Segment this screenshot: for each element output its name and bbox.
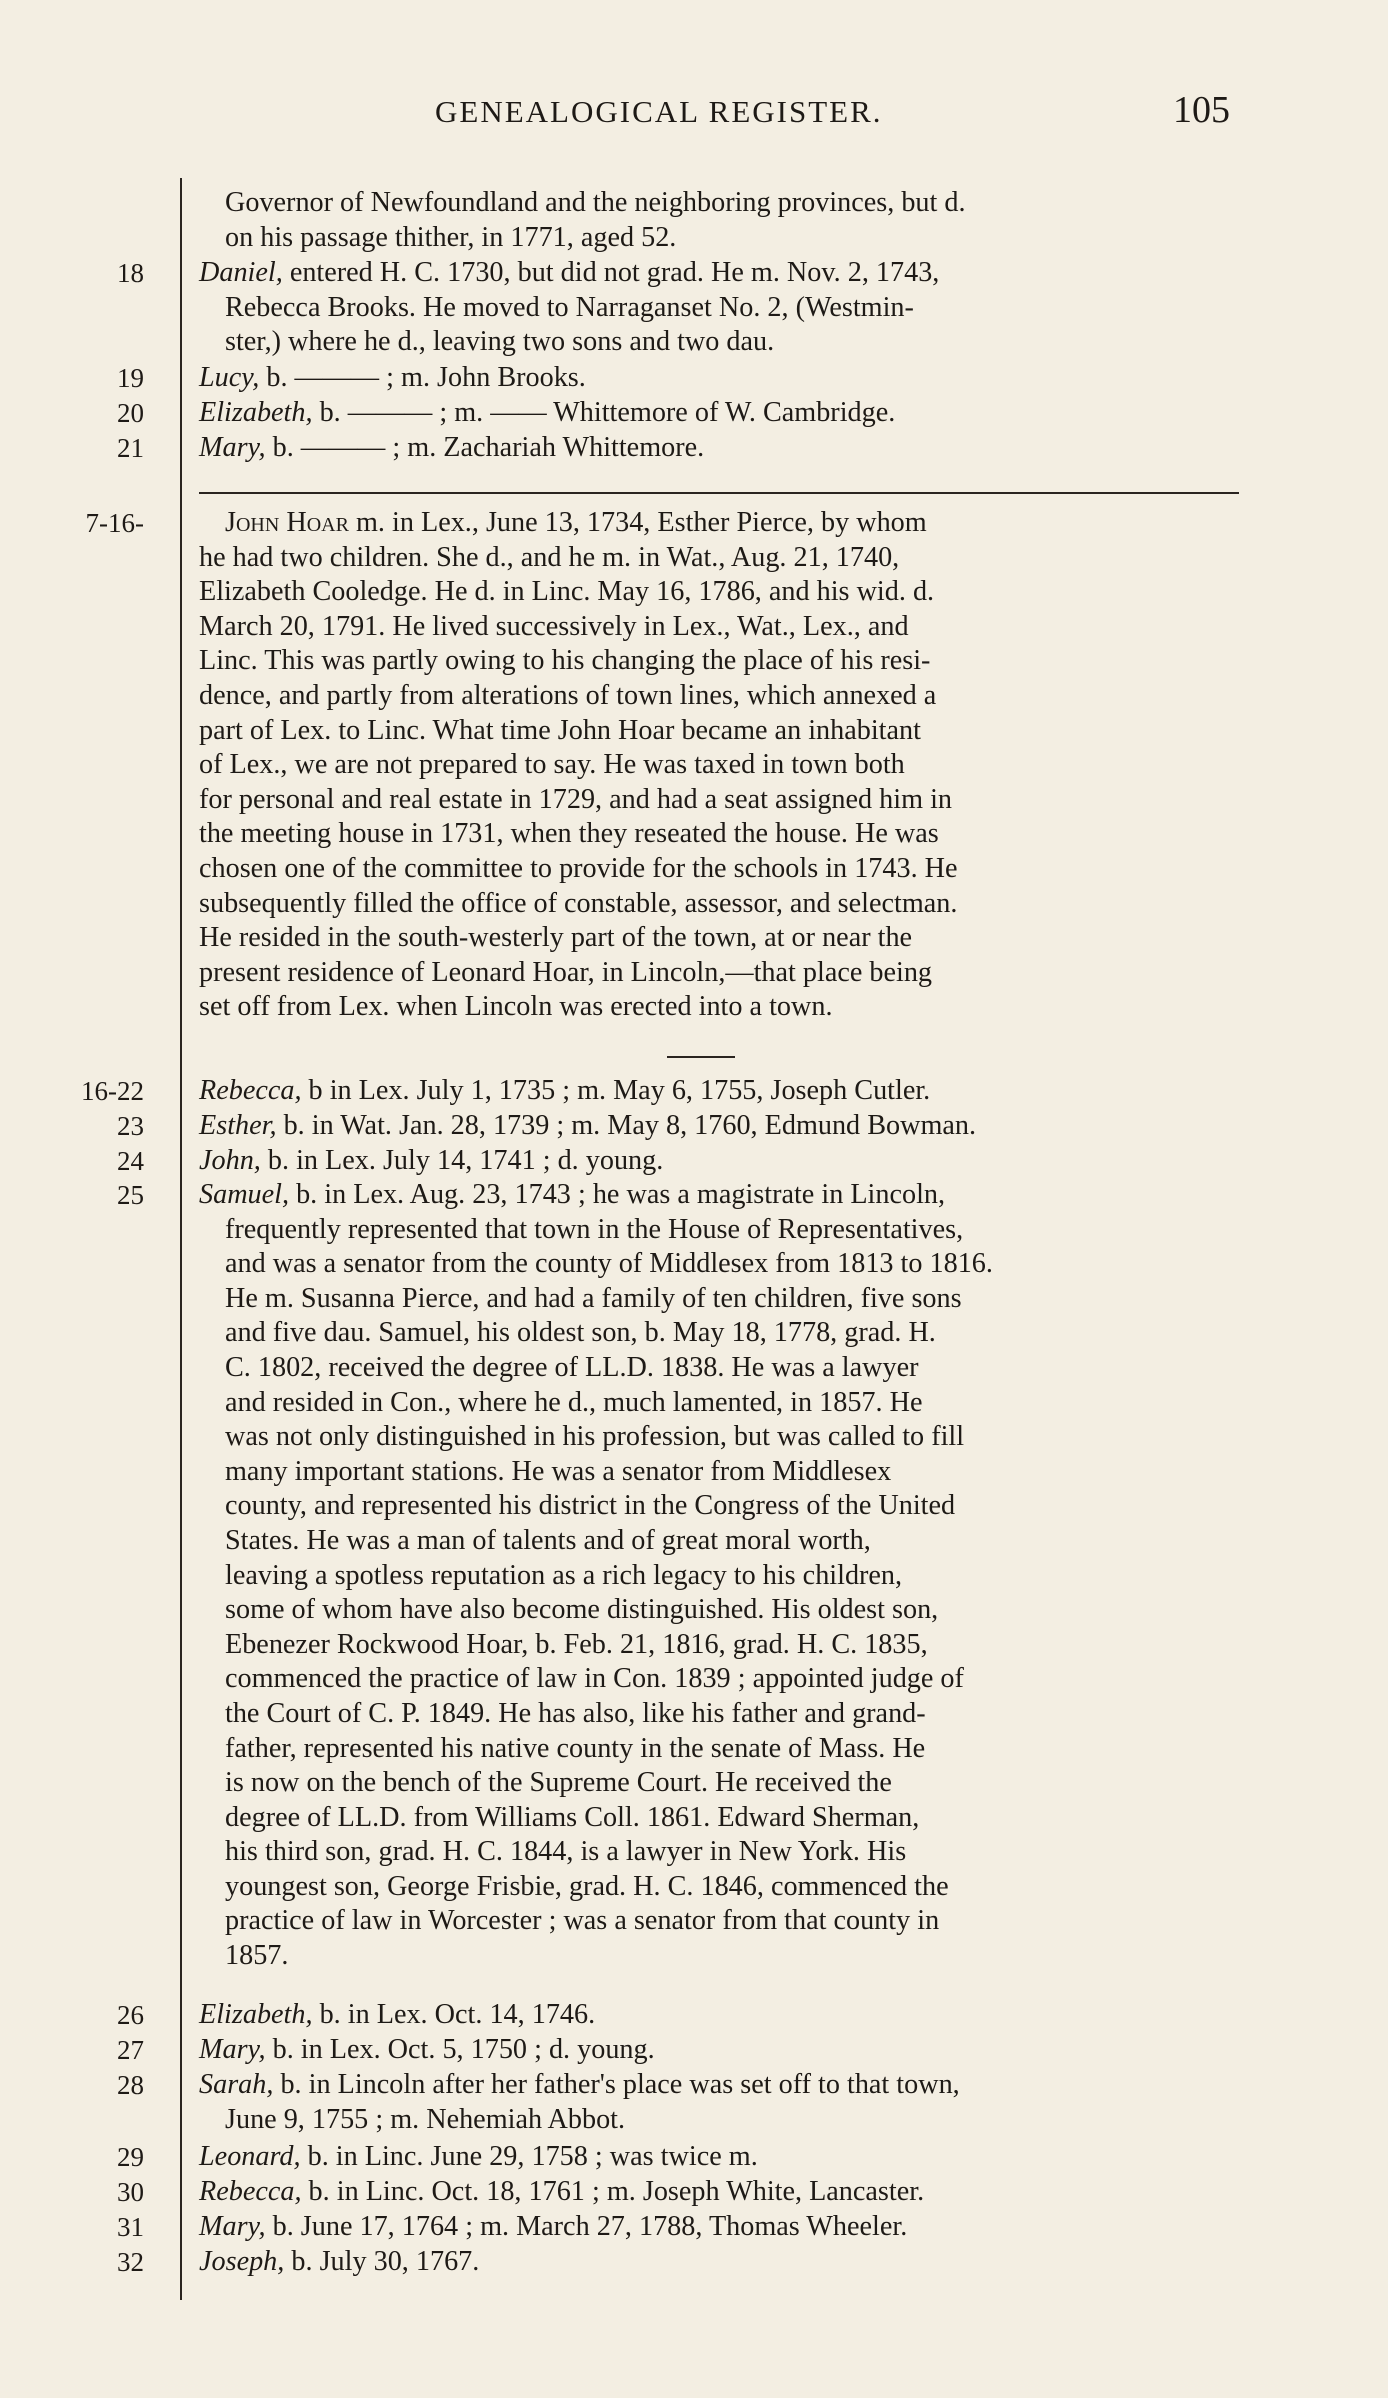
entry-text: [199, 1109, 1239, 1144]
text-line: He resided in the south-westerly part of the town, at or near the: [199, 922, 913, 954]
entry-text: [199, 1998, 1239, 2033]
text-line: Linc. This was partly owing to his changing the place of his resi-: [199, 645, 931, 677]
person-name: Mary,: [199, 2211, 266, 2242]
section-divider: [199, 492, 1239, 494]
text-line: the meeting house in 1731, when they reseated the house. He was: [199, 818, 939, 850]
text-line: C. 1802, received the degree of LL.D. 1838. He was a lawyer: [225, 1351, 919, 1383]
person-name: Leonard,: [199, 2141, 301, 2172]
continuation-text: [199, 186, 1239, 255]
text-line: b. ——— ; m. —— Whittemore of W. Cambridge.: [312, 397, 896, 428]
entry-number: 16-22: [81, 1076, 144, 1106]
text-line: of Lex., we are not prepared to say. He was taxed in town both: [199, 749, 905, 781]
text-line: b. in Lex. Oct. 5, 1750 ; d. young.: [265, 2034, 655, 2065]
text-line: the Court of C. P. 1849. He has also, like his father and grand-: [225, 1697, 926, 1729]
entry-number: 31: [117, 2212, 144, 2242]
text-line: b. in Wat. Jan. 28, 1739 ; m. May 8, 1760, Edmund Bowman.: [276, 1110, 977, 1141]
text-line: and resided in Con., where he d., much lamented, in 1857. He: [225, 1386, 923, 1418]
entry-number: 28: [117, 2070, 144, 2100]
entry-text: [199, 2140, 1239, 2175]
person-name: Elizabeth,: [199, 1999, 313, 2030]
person-name: Elizabeth,: [199, 397, 313, 428]
page-number: 105: [1173, 89, 1230, 131]
entry-text: [199, 361, 1239, 396]
text-line: commenced the practice of law in Con. 1839 ; appointed judge of: [225, 1663, 964, 1695]
text-line: was not only distinguished in his profession, but was called to fill: [225, 1421, 965, 1453]
person-name: Daniel,: [199, 257, 283, 288]
text-line: b. June 17, 1764 ; m. March 27, 1788, Thomas Wheeler.: [265, 2211, 908, 2242]
text-line: some of whom have also become distinguished. His oldest son,: [225, 1594, 939, 1626]
text-line: set off from Lex. when Lincoln was erected into a town.: [199, 991, 833, 1023]
text-line: is now on the bench of the Supreme Court. He received the: [225, 1767, 892, 1799]
entry-text: [199, 506, 1239, 1025]
text-line: his third son, grad. H. C. 1844, is a lawyer in New York. His: [225, 1836, 907, 1868]
entry-text: [199, 2033, 1239, 2068]
entry-text: [199, 2210, 1239, 2245]
short-divider: [667, 1056, 735, 1058]
running-head: [170, 88, 1230, 132]
text-line: b. ——— ; m. John Brooks.: [259, 362, 586, 393]
text-line: b. in Lex. July 14, 1741 ; d. young.: [260, 1145, 664, 1176]
entry-text: [199, 2068, 1239, 2137]
text-line: and was a senator from the county of Middlesex from 1813 to 1816.: [225, 1248, 993, 1280]
text-line: States. He was a man of talents and of great moral worth,: [225, 1524, 871, 1556]
entry-text: [199, 2175, 1239, 2210]
text-line: father, represented his native county in the senate of Mass. He: [225, 1732, 926, 1764]
entry-number: 26: [117, 2000, 144, 2030]
entry-number: 19: [117, 363, 144, 393]
text-line: Governor of Newfoundland and the neighboring provinces, but d.: [225, 187, 966, 218]
text-line: Ebenezer Rockwood Hoar, b. Feb. 21, 1816, grad. H. C. 1835,: [225, 1628, 928, 1660]
text-line: present residence of Leonard Hoar, in Lincoln,—that place being: [199, 956, 933, 988]
text-line: ster,) where he d., leaving two sons and two dau.: [225, 326, 775, 358]
entry-text: [199, 1144, 1239, 1179]
text-line: practice of law in Worcester ; was a senator from that county in: [225, 1905, 940, 1937]
entry-number: 21: [117, 433, 144, 463]
entry-text: [199, 1178, 1239, 1974]
entry-number: 24: [117, 1146, 144, 1176]
entry-text: [199, 1074, 1239, 1109]
entry-number: 30: [117, 2177, 144, 2207]
text-line: frequently represented that town in the House of Representatives,: [225, 1213, 964, 1245]
person-name: Mary,: [199, 2034, 266, 2065]
text-line: on his passage thither, in 1771, aged 52.: [225, 221, 677, 253]
text-line: b. in Lex. Aug. 23, 1743 ; he was a magistrate in Lincoln,: [289, 1179, 946, 1210]
margin-rule: [180, 178, 182, 2300]
entry-text: [199, 256, 1239, 360]
text-line: county, and represented his district in the Congress of the United: [225, 1490, 956, 1522]
person-name: Samuel,: [199, 1179, 290, 1210]
text-line: youngest son, George Frisbie, grad. H. C. 1846, commenced the: [225, 1870, 949, 1902]
person-name: John Hoar: [225, 507, 349, 538]
text-line: June 9, 1755 ; m. Nehemiah Abbot.: [225, 2103, 626, 2135]
text-line: chosen one of the committee to provide for the schools in 1743. He: [199, 852, 958, 884]
text-line: entered H. C. 1730, but did not grad. He m. Nov. 2, 1743,: [282, 257, 940, 288]
entry-number: 29: [117, 2142, 144, 2172]
entry-number: 25: [117, 1180, 144, 1210]
person-name: Esther,: [199, 1110, 277, 1141]
entry-text: [199, 431, 1239, 466]
person-name: Mary,: [199, 432, 266, 463]
text-line: b. in Linc. June 29, 1758 ; was twice m.: [300, 2141, 758, 2172]
text-line: and five dau. Samuel, his oldest son, b. May 18, 1778, grad. H.: [225, 1317, 936, 1349]
person-name: Rebecca,: [199, 1075, 302, 1106]
text-line: b. in Linc. Oct. 18, 1761 ; m. Joseph White, Lancaster.: [301, 2176, 925, 2207]
person-name: Rebecca,: [199, 2176, 302, 2207]
entry-number: 20: [117, 398, 144, 428]
text-line: m. in Lex., June 13, 1734, Esther Pierce, by whom: [348, 507, 927, 538]
entry-number: 23: [117, 1111, 144, 1141]
text-line: March 20, 1791. He lived successively in Lex., Wat., Lex., and: [199, 610, 909, 642]
text-line: Rebecca Brooks. He moved to Narraganset No. 2, (Westmin-: [225, 291, 914, 323]
text-line: for personal and real estate in 1729, and had a seat assigned him in: [199, 783, 952, 815]
entry-number: 32: [117, 2247, 144, 2277]
person-name: John,: [199, 1145, 261, 1176]
person-name: Sarah,: [199, 2069, 274, 2100]
text-line: dence, and partly from alterations of town lines, which annexed a: [199, 679, 937, 711]
text-line: 1857.: [225, 1940, 289, 1972]
text-line: part of Lex. to Linc. What time John Hoar became an inhabitant: [199, 714, 921, 746]
entry-text: [199, 2245, 1239, 2280]
text-line: subsequently filled the office of constable, assessor, and selectman.: [199, 887, 958, 919]
text-line: b. in Lex. Oct. 14, 1746.: [312, 1999, 596, 2030]
text-line: b in Lex. July 1, 1735 ; m. May 6, 1755, Joseph Cutler.: [301, 1075, 931, 1106]
person-name: Joseph,: [199, 2246, 285, 2277]
entry-text: [199, 396, 1239, 431]
entry-number: 18: [117, 258, 144, 288]
text-line: degree of LL.D. from Williams Coll. 1861. Edward Sherman,: [225, 1801, 920, 1833]
text-line: he had two children. She d., and he m. in Wat., Aug. 21, 1740,: [199, 541, 900, 573]
text-line: b. ——— ; m. Zachariah Whittemore.: [265, 432, 705, 463]
entry-number: 7-16-: [85, 508, 144, 538]
entry-number: 27: [117, 2035, 144, 2065]
text-line: b. in Lincoln after her father's place was set off to that town,: [273, 2069, 960, 2100]
text-line: He m. Susanna Pierce, and had a family of ten children, five sons: [225, 1282, 962, 1314]
text-line: leaving a spotless reputation as a rich legacy to his children,: [225, 1559, 903, 1591]
text-line: Elizabeth Cooledge. He d. in Linc. May 16, 1786, and his wid. d.: [199, 576, 935, 608]
running-head-title: GENEALOGICAL REGISTER.: [435, 94, 883, 129]
text-line: many important stations. He was a senator from Middlesex: [225, 1455, 892, 1487]
person-name: Lucy,: [199, 362, 260, 393]
text-line: b. July 30, 1767.: [284, 2246, 480, 2277]
